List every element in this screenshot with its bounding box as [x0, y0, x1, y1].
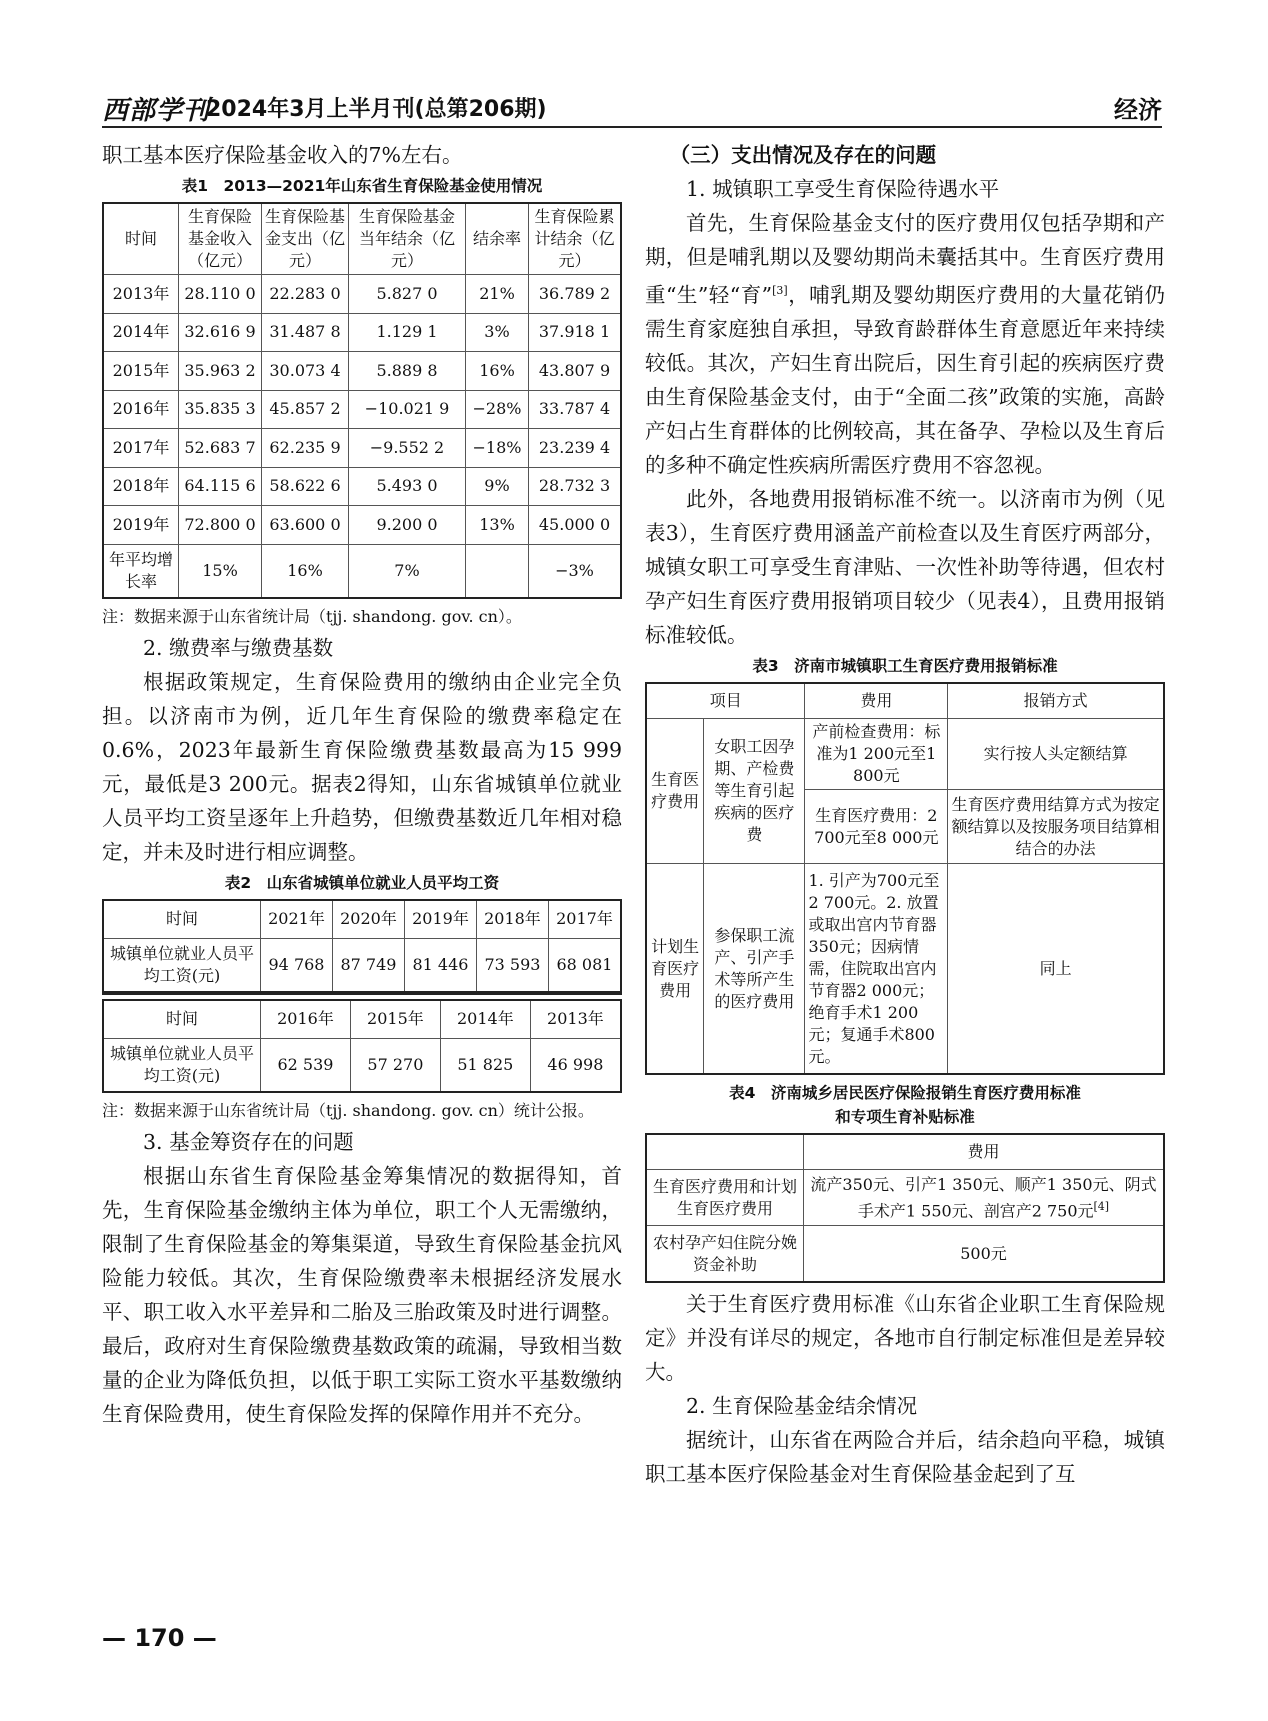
- table2-label: 城镇单位就业人员平均工资(元): [103, 1038, 261, 1092]
- table1-cell: 3%: [466, 313, 529, 352]
- table2: [102, 899, 622, 993]
- table1-cell: 15%: [179, 544, 262, 598]
- table1-cell: 9.200 0: [349, 506, 466, 545]
- table2-year: 2016年: [261, 1000, 351, 1038]
- table2-row: [103, 1038, 621, 1092]
- table2-value: 94 768: [261, 938, 333, 992]
- table1-cell: 21%: [466, 275, 529, 314]
- table3-fee: 1. 引产为700元至2 700元。2. 放置或取出宫内节育器350元；因病情需，住院取出宫内节育器2 000元；绝育手术1 200元；复通手术800元。: [805, 864, 948, 1074]
- table1-cell: 36.789 2: [529, 275, 622, 314]
- table3-method: 实行按人头定额结算: [948, 719, 1164, 790]
- table2-label: 城镇单位就业人员平均工资(元): [103, 938, 261, 992]
- table1-row: [103, 275, 621, 314]
- table2-value: 73 593: [476, 938, 548, 992]
- paragraph: 职工基本医疗保险基金收入的7%左右。: [102, 143, 463, 167]
- table1-header: 生育保险基金当年结余（亿元）: [349, 203, 466, 275]
- subheading: 1. 城镇职工享受生育保险待遇水平: [686, 177, 1000, 201]
- table1-cell: 72.800 0: [179, 506, 262, 545]
- table2-label: 时间: [103, 1000, 261, 1038]
- table2-year: 2020年: [332, 900, 404, 938]
- table1-row-label: 2015年: [103, 352, 179, 391]
- table2-year: 2021年: [261, 900, 333, 938]
- table3-group: 计划生育医疗费用: [646, 864, 704, 1074]
- table4-label: 生育医疗费用和计划生育医疗费用: [646, 1170, 804, 1226]
- table1-cell: 58.622 6: [262, 467, 349, 506]
- table1-row-label: 2018年: [103, 467, 179, 506]
- table1-cell: 22.283 0: [262, 275, 349, 314]
- table2-value: 87 749: [332, 938, 404, 992]
- table1-row: [103, 544, 621, 598]
- table1-cell: 35.963 2: [179, 352, 262, 391]
- table3-method: 生育医疗费用结算方式为按定额结算以及按服务项目结算相结合的办法: [948, 790, 1164, 864]
- table1-cell: 45.000 0: [529, 506, 622, 545]
- table1-cell: 16%: [262, 544, 349, 598]
- table2-year: 2015年: [350, 1000, 440, 1038]
- table3-method: 同上: [948, 864, 1164, 1074]
- table1-cell: −18%: [466, 429, 529, 468]
- table2-label: 时间: [103, 900, 261, 938]
- table3-header: 费用: [805, 683, 948, 719]
- table1-cell: 5.493 0: [349, 467, 466, 506]
- paragraph: 首先，生育保险基金支付的医疗费用仅包括孕期和产期，但是哺乳期以及婴幼期尚未囊括其中。生育医疗费用重“生”轻“育”[3]，哺乳期及婴幼期医疗费用的大量花销仍需生育家庭独自承担，导致育龄群体生育意愿近年来持续较低。其次，产妇生育出院后，因生育引起的疾病医疗费由生育保险基金支付，由于“全面二孩”政策的实施，高龄产妇占生育群体的比例较高，其在备孕、孕检以及生育后的多种不确定性疾病所需医疗费用不容忽视。: [645, 211, 1166, 477]
- table1-cell: 62.235 9: [262, 429, 349, 468]
- right-column: [645, 138, 1165, 1491]
- table3-item: 女职工因孕期、产检费等生育引起疾病的医疗费: [704, 719, 805, 864]
- table1: [102, 202, 622, 599]
- table1-cell: 63.600 0: [262, 506, 349, 545]
- paragraph: 据统计，山东省在两险合并后，结余趋向平稳，城镇职工基本医疗保险基金对生育保险基金起到了互: [645, 1427, 1165, 1486]
- table1-cell: [466, 544, 529, 598]
- table1-cell: 52.683 7: [179, 429, 262, 468]
- table1-cell: 7%: [349, 544, 466, 598]
- subheading: 2. 生育保险基金结余情况: [686, 1393, 918, 1418]
- table2-value: 62 539: [261, 1038, 351, 1092]
- table3-fee: 产前检查费用：标准为1 200元至1 800元: [805, 719, 948, 790]
- table1-cell: 23.239 4: [529, 429, 622, 468]
- table4-empty-header: [646, 1134, 804, 1170]
- table1-cell: 64.115 6: [179, 467, 262, 506]
- table1-note: 注：数据来源于山东省统计局（tjj. shandong. gov. cn）。: [102, 607, 522, 626]
- table1-header: 生育保险基金支出（亿元）: [262, 203, 349, 275]
- table1-row-label: 2014年: [103, 313, 179, 352]
- table3-header-row: [646, 683, 1164, 719]
- table4-value: 500元: [804, 1226, 1165, 1282]
- table2-part2: [102, 999, 622, 1093]
- table1-cell: 16%: [466, 352, 529, 391]
- table4-label: 农村孕产妇住院分娩资金补助: [646, 1226, 804, 1282]
- table3: [645, 682, 1165, 1075]
- citation: [4]: [1093, 1199, 1110, 1213]
- table1-cell: −10.021 9: [349, 390, 466, 429]
- paragraph: 根据山东省生育保险基金筹集情况的数据得知，首先，生育保险基金缴纳主体为单位，职工个人无需缴纳，限制了生育保险基金的筹集渠道，导致生育保险基金抗风险能力较低。其次，生育保险缴费率未根据经济发展水平、职工收入水平差异和二胎及三胎政策及时进行调整。最后，政府对生育保险缴费基数政策的疏漏，导致相当数量的企业为降低负担，以低于职工实际工资水平基数缴纳生育保险费用，使生育保险发挥的保障作用并不充分。: [102, 1164, 622, 1426]
- table4-row: [646, 1170, 1164, 1226]
- table1-cell: 9%: [466, 467, 529, 506]
- table1-cell: 5.827 0: [349, 275, 466, 314]
- table1-row: [103, 467, 621, 506]
- table3-header: 报销方式: [948, 683, 1164, 719]
- table2-caption: 表2 山东省城镇单位就业人员平均工资: [224, 874, 500, 892]
- table1-header: 时间: [103, 203, 179, 275]
- table3-item: 参保职工流产、引产手术等所产生的医疗费用: [704, 864, 805, 1074]
- table1-header: 结余率: [466, 203, 529, 275]
- table4-header: 费用: [804, 1134, 1165, 1170]
- table1-cell: −3%: [529, 544, 622, 598]
- table1-cell: 28.110 0: [179, 275, 262, 314]
- table1-cell: 45.857 2: [262, 390, 349, 429]
- table2-row: [103, 1000, 621, 1038]
- paragraph: 关于生育医疗费用标准《山东省企业职工生育保险规定》并没有详尽的规定，各地市自行制定标准但是差异较大。: [645, 1291, 1165, 1384]
- table2-row: [103, 938, 621, 992]
- table1-header-row: [103, 203, 621, 275]
- table2-year: 2014年: [440, 1000, 530, 1038]
- table1-cell: −9.552 2: [349, 429, 466, 468]
- left-column: [102, 138, 622, 1431]
- section-heading: （三）支出情况及存在的问题: [669, 143, 937, 167]
- table1-caption: 表1 2013—2021年山东省生育保险基金使用情况: [181, 177, 543, 195]
- subheading: 2. 缴费率与缴费基数: [143, 636, 334, 660]
- citation: [3]: [772, 284, 788, 297]
- table1-row: [103, 313, 621, 352]
- subheading: 3. 基金筹资存在的问题: [143, 1130, 354, 1154]
- table2-row: [103, 900, 621, 938]
- table2-value: 51 825: [440, 1038, 530, 1092]
- table1-cell: 5.889 8: [349, 352, 466, 391]
- table3-row: [646, 864, 1164, 1074]
- table3-row: [646, 719, 1164, 790]
- table1-cell: 13%: [466, 506, 529, 545]
- table4-header-row: [646, 1134, 1164, 1170]
- table4-caption: 表4 济南城乡居民医疗保险报销生育医疗费用标准 和专项生育补贴标准: [729, 1083, 1081, 1126]
- table1-cell: −28%: [466, 390, 529, 429]
- table4-row: [646, 1226, 1164, 1282]
- table1-header: 生育保险累计结余（亿元）: [529, 203, 622, 275]
- journal-logo: 西部学刊: [102, 96, 211, 126]
- table1-row: [103, 352, 621, 391]
- table1-row-label: 2019年: [103, 506, 179, 545]
- table2-year: 2017年: [548, 900, 621, 938]
- table2-year: 2018年: [476, 900, 548, 938]
- table1-row: [103, 506, 621, 545]
- table1-cell: 1.129 1: [349, 313, 466, 352]
- table2-year: 2019年: [404, 900, 476, 938]
- table2-value: 68 081: [548, 938, 621, 992]
- table1-cell: 33.787 4: [529, 390, 622, 429]
- table1-row: [103, 390, 621, 429]
- table3-caption: 表3 济南市城镇职工生育医疗费用报销标准: [752, 656, 1058, 675]
- table4-value: 流产350元、引产1 350元、顺产1 350元、阴式手术产1 550元、剖宫产2 750元[4]: [804, 1170, 1165, 1226]
- paragraph: 此外，各地费用报销标准不统一。以济南市为例（见表3），生育医疗费用涵盖产前检查以及生育医疗两部分，城镇女职工可享受生育津贴、一次性补助等待遇，但农村孕产妇生育医疗费用报销项目较少（见表4），且费用报销标准较低。: [645, 486, 1165, 647]
- table1-row: [103, 429, 621, 468]
- table1-row-label: 年平均增长率: [103, 544, 179, 598]
- table1-cell: 30.073 4: [262, 352, 349, 391]
- page-number: — 170 —: [102, 1624, 217, 1652]
- table2-note: 注：数据来源于山东省统计局（tjj. shandong. gov. cn）统计公报。: [102, 1101, 594, 1120]
- table3-fee: 生育医疗费用：2 700元至8 000元: [805, 790, 948, 864]
- table2-value: 57 270: [350, 1038, 440, 1092]
- table2-value: 46 998: [530, 1038, 621, 1092]
- table1-cell: 37.918 1: [529, 313, 622, 352]
- table1-cell: 31.487 8: [262, 313, 349, 352]
- table1-cell: 28.732 3: [529, 467, 622, 506]
- table3-group: 生育医疗费用: [646, 719, 704, 864]
- table2-year: 2013年: [530, 1000, 621, 1038]
- table2-value: 81 446: [404, 938, 476, 992]
- paragraph: 根据政策规定，生育保险费用的缴纳由企业完全负担。以济南市为例，近几年生育保险的缴费率稳定在0.6%，2023年最新生育保险缴费基数最高为15 999元，最低是3 200元。据表2得知，山东省城镇单位就业人员平均工资呈逐年上升趋势，但缴费基数近几年相对稳定，并未及时进行相应调整。: [102, 670, 622, 864]
- table1-header: 生育保险基金收入（亿元）: [179, 203, 262, 275]
- table1-row-label: 2017年: [103, 429, 179, 468]
- issue-info: 2024年3月上半月刊(总第206期): [206, 97, 547, 122]
- table3-header: 项目: [646, 683, 805, 719]
- table1-row-label: 2013年: [103, 275, 179, 314]
- table1-cell: 32.616 9: [179, 313, 262, 352]
- table1-cell: 43.807 9: [529, 352, 622, 391]
- table4: [645, 1133, 1165, 1283]
- table1-row-label: 2016年: [103, 390, 179, 429]
- page-header: [102, 86, 1162, 128]
- section-label: 经济: [1114, 96, 1162, 124]
- table1-cell: 35.835 3: [179, 390, 262, 429]
